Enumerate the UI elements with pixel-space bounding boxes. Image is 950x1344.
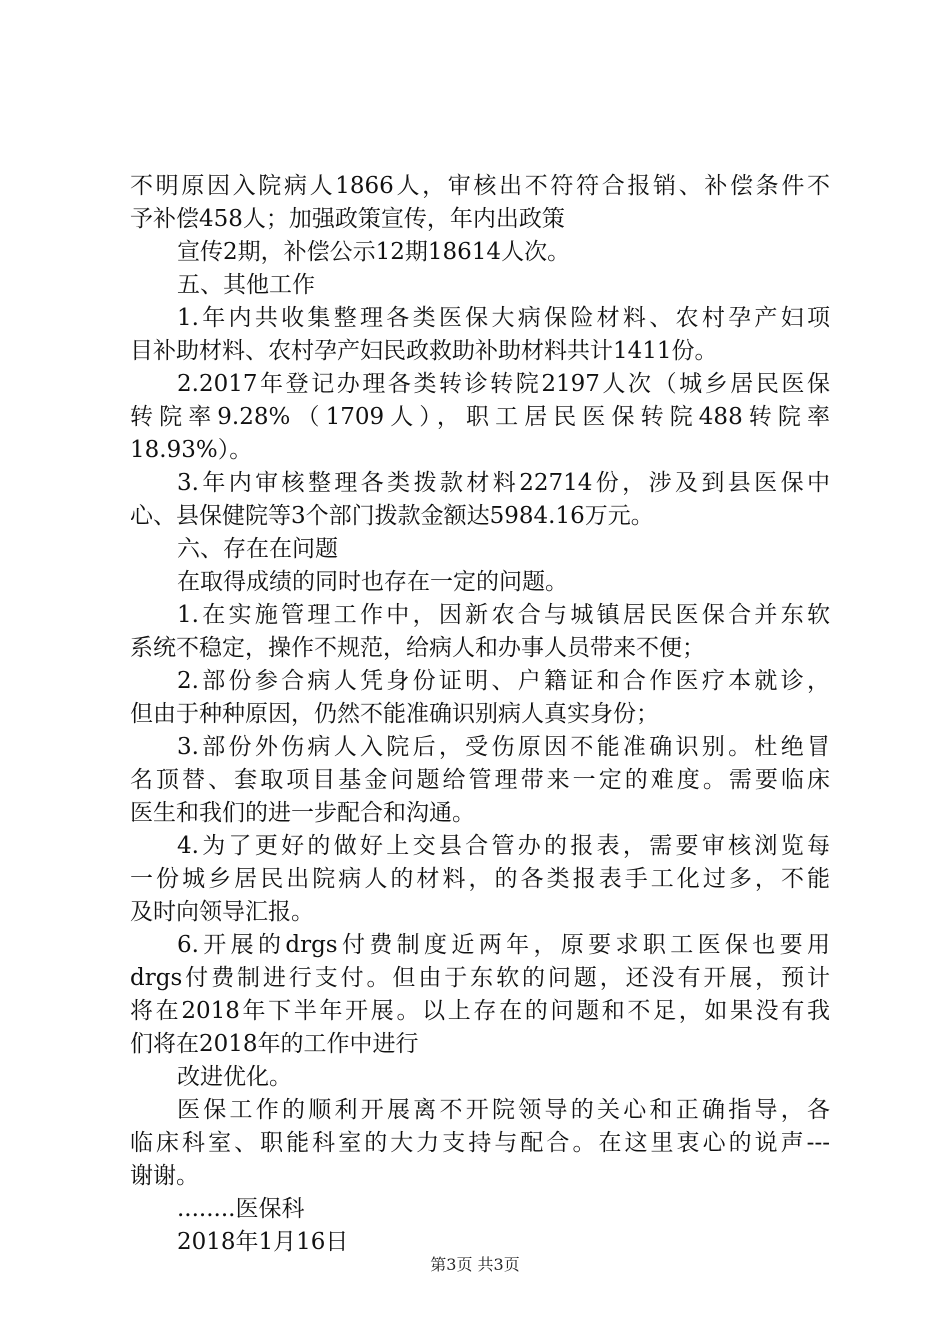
signature-department: ........医保科 — [177, 1196, 305, 1222]
text-line: 转院率9.28%（1709人），职工居民医保转院488转院率 — [130, 404, 830, 430]
text-line: 及时向领导汇报。 — [130, 899, 314, 925]
text-line: 改进优化。 — [177, 1064, 292, 1090]
text-line: 心、县保健院等3个部门拨款金额达5984.16万元。 — [130, 503, 654, 529]
text-line: 宣传2期，补偿公示12期18614人次。 — [177, 239, 571, 265]
text-line: 系统不稳定，操作不规范，给病人和办事人员带来不便； — [130, 635, 705, 661]
text-line: drgs付费制进行支付。但由于东软的问题，还没有开展，预计 — [130, 965, 830, 991]
text-line: 予补偿458人；加强政策宣传，年内出政策 — [130, 206, 565, 232]
text-line: 2.部份参合病人凭身份证明、户籍证和合作医疗本就诊， — [177, 668, 830, 694]
text-line: 目补助材料、农村孕产妇民政救助补助材料共计1411份。 — [130, 338, 718, 364]
text-line: 将在2018年下半年开展。以上存在的问题和不足，如果没有我 — [130, 998, 830, 1024]
text-line: 3.部份外伤病人入院后，受伤原因不能准确识别。杜绝冒 — [177, 734, 830, 760]
signature-date: 2018年1月16日 — [177, 1229, 349, 1255]
text-line: 谢谢。 — [130, 1163, 199, 1189]
document-body — [130, 170, 830, 1259]
text-line: 6.开展的drgs付费制度近两年，原要求职工医保也要用 — [177, 932, 830, 958]
text-line: 临床科室、职能科室的大力支持与配合。在这里衷心的说声--- — [130, 1130, 830, 1156]
section-heading-problems: 六、存在在问题 — [177, 536, 338, 562]
text-line: 2.2017年登记办理各类转诊转院2197人次（城乡居民医保 — [177, 371, 830, 397]
text-line: 一份城乡居民出院病人的材料，的各类报表手工化过多，不能 — [130, 866, 830, 892]
text-line: 3.年内审核整理各类拨款材料22714份，涉及到县医保中 — [177, 470, 830, 496]
page-number-footer: 第3页 共3页 — [430, 1255, 520, 1274]
text-line: 医保工作的顺利开展离不开院领导的关心和正确指导，各 — [177, 1097, 830, 1123]
text-line: 1.年内共收集整理各类医保大病保险材料、农村孕产妇项 — [177, 305, 830, 331]
text-line: 名顶替、套取项目基金问题给管理带来一定的难度。需要临床 — [130, 767, 830, 793]
text-line: 4.为了更好的做好上交县合管办的报表，需要审核浏览每 — [177, 833, 830, 859]
text-line: 但由于种种原因，仍然不能准确识别病人真实身份； — [130, 701, 659, 727]
text-line: 18.93%）。 — [130, 437, 253, 463]
text-line: 1.在实施管理工作中，因新农合与城镇居民医保合并东软 — [177, 602, 830, 628]
text-line: 不明原因入院病人1866人，审核出不符符合报销、补偿条件不 — [130, 173, 830, 199]
text-line: 在取得成绩的同时也存在一定的问题。 — [177, 569, 568, 595]
section-heading-other-work: 五、其他工作 — [177, 272, 315, 298]
text-line: 们将在2018年的工作中进行 — [130, 1031, 419, 1057]
text-line: 医生和我们的进一步配合和沟通。 — [130, 800, 475, 826]
